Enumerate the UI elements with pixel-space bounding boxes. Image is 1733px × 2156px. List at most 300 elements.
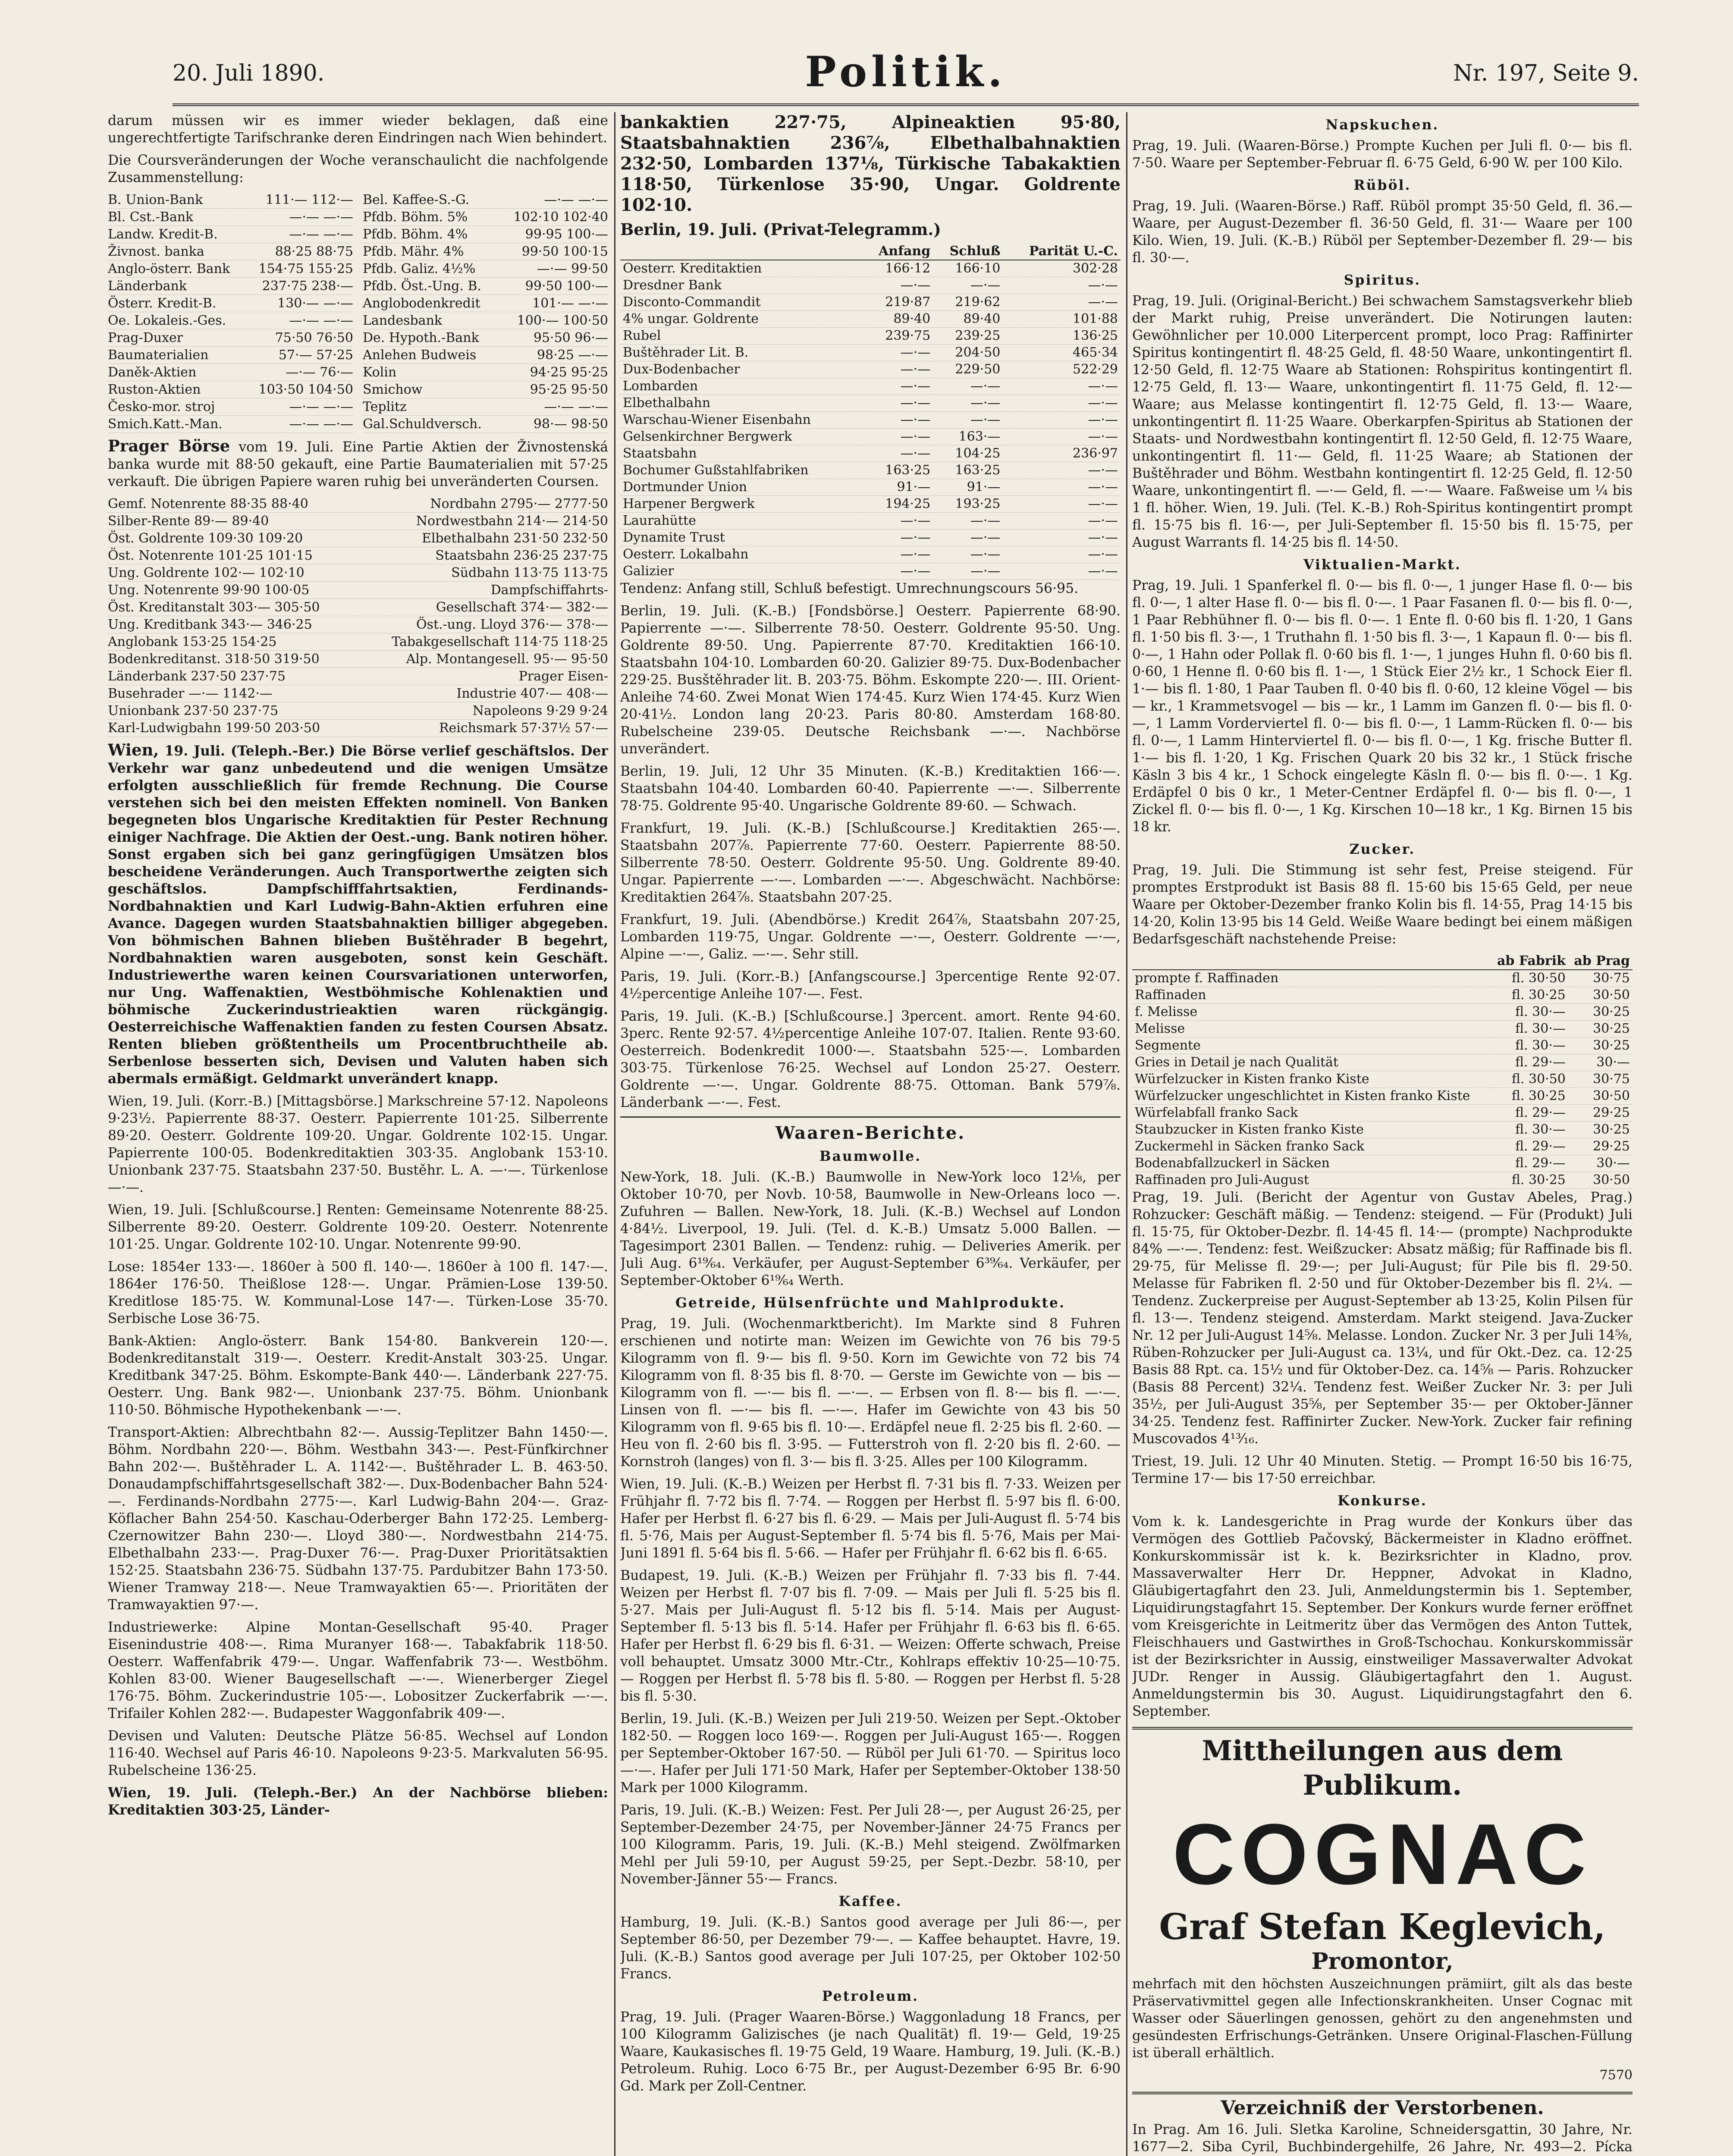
cognac-advertisement [1132, 1727, 1633, 2084]
quote-value: 88·25 88·75 [275, 244, 353, 259]
row-value: —·— [933, 277, 1003, 294]
table-row [363, 278, 608, 295]
row-value: —·— [933, 513, 1003, 530]
table-row [1132, 1155, 1633, 1172]
paragraph: vom 19. Juli. Eine Partie Aktien der Živnostenská banka wurde mit 88·50 gekauft, eine Partie Baumaterialien mit 57·25 verkauft. Die übrigen Papiere waren ruhig bei unveränderten Coursen. [108, 439, 608, 489]
row-value: fl. 29·— [1491, 1155, 1568, 1172]
row-label: Staatsbahn [620, 445, 862, 462]
row-value: 30·25 [1568, 1021, 1633, 1037]
quote-value: 154·75 155·25 [258, 261, 353, 276]
table-row [1132, 1037, 1633, 1054]
quote-value: —·— —·— [289, 210, 353, 225]
report-heading: Prager Börse [108, 436, 230, 455]
row-value: —·— [862, 563, 933, 580]
table-row [108, 513, 608, 530]
row-value: —·— [933, 546, 1003, 563]
table-row [108, 416, 353, 433]
paragraph: bankaktien 227·75, Alpineaktien 95·80, Staatsbahnaktien 236⅞, Elbethalbahnaktien 232·50, Lombarden 137⅛, Türkische Tabakaktien 118·50, Türkenlose 35·90, Ungar. Goldrente 102·10. [620, 112, 1121, 215]
table-row [108, 547, 608, 564]
paragraph: 19. Juli. (Teleph.-Ber.) Die Börse verlief geschäftslos. Der Verkehr war ganz unbedeutend und die wenigen Umsätze erfolgten ausschließlich für fremde Rechnung. Die Course verstehen sich bei den meisten Effekten nominell. Von Banken begegneten blos Ungarische Kreditaktien für Pester Rechnung einiger Nachfrage. Die Aktien der Oest.-ung. Bank notiren höher. Sonst ergaben sich bei ganz geringfügigen Umsätzen blos bescheidene Veränderungen. Auch Transportwerthe zeigten sich geschäftslos. Dampfschifffahrtsaktien, Ferdinands-Nordbahnaktien und Karl Ludwig-Bahn-Aktien erfuhren eine Avance. Dagegen wurden Staatsbahnaktien billiger abgegeben. Von böhmischen Bahnen blieben Buštěhrader B begehrt, Nordbahnaktien waren ausgeboten, sonst kein Geschäft. Industriewerthe waren keinen Coursvariationen unterworfen, nur Ung. Waffenaktien, Westböhmische Kohlenaktien und böhmische Zuckerindustrieaktien waren rückgängig. Oesterreichische Waffenaktien fanden zu festen Coursen Absatz. Renten blieben größtentheils um Procentbruchtheile ab. Serbenlose besserten sich, Devisen und Valuten haben sich abermals ermäßigt. Geldmarkt unverändert knapp. [108, 743, 608, 1087]
report-heading: Wien, [108, 740, 159, 759]
table-row [108, 633, 608, 651]
quote-name: Karl-Ludwigbahn 199·50 203·50 [108, 721, 320, 736]
row-label: Buštěhrader Lit. B. [620, 345, 862, 361]
ad-reference-number: 7570 [1599, 2068, 1633, 2083]
quote-value: Südbahn 113·75 113·75 [451, 565, 608, 580]
quote-value: Napoleons 9·29 9·24 [472, 703, 608, 718]
quote-value: 99·50 100·— [525, 279, 608, 294]
quote-name: Kolin [363, 365, 397, 380]
row-value: fl. 30·25 [1491, 1088, 1568, 1105]
quote-value: Tabakgesellschaft 114·75 118·25 [392, 634, 608, 649]
newspaper-page [43, 26, 1690, 2156]
table-row [620, 294, 1121, 311]
quote-value: —·— 76·— [286, 365, 353, 380]
paragraph: Prag, 19. Juli. (Wochenmarktbericht). Im Markte sind 8 Fuhren erschienen und notirte man: Weizen im Gewichte von 76 bis 79·5 Kilogramm von fl. 9·— bis fl. 9·50. Korn im Gewichte von 72 bis 74 Kilogramm von fl. 8·35 bis fl. 8·70. — Gerste im Gewichte von — bis — Kilogramm von fl. —·— bis fl. —·—. — Erbsen von fl. 8·— bis fl. —·—. Linsen von fl. —·— bis fl. —·—. Hafer im Gewichte von 43 bis 50 Kilogramm von fl. 9·65 bis fl. 10·—. Erdäpfel neue fl. 2·25 bis fl. 2·60. — Heu von fl. 2·60 bis fl. 3·95. — Futterstroh von fl. 2·20 bis fl. 2·60. — Kornstroh (langes) von fl. 3·— bis fl. 3·25. Alles per 100 Kilogramm. [620, 1316, 1121, 1470]
row-value: fl. 29·— [1491, 1138, 1568, 1155]
table-row [108, 381, 353, 398]
table-row [363, 260, 608, 278]
row-value: —·— [862, 361, 933, 378]
table-row [1132, 1088, 1633, 1105]
paragraph: Prag, 19. Juli. Die Stimmung ist sehr fest, Preise steigend. Für promptes Erstprodukt ist Basis 88 fl. 15·60 bis 15·65 Geld, per neue Waare per Oktober-Dezember franko Kolin bis fl. 14·55, Prag 14·15 bis 14·20, Kolin 13·95 bis 14 Geld. Weiße Waare bedingt bei einem mäßigen Bedarfsgeschäft nachstehende Preise: [1132, 862, 1633, 947]
quote-name: Pfdb. Galiz. 4½% [363, 261, 476, 276]
row-value: —·— [862, 277, 933, 294]
quote-name: Pfdb. Mähr. 4% [363, 244, 464, 259]
row-value: 30·— [1568, 1054, 1633, 1071]
paragraph: Prag, 19. Juli. (Prager Waaren-Börse.) Waggonladung 18 Francs, per 100 Kilogramm Galizisches (je nach Qualität) fl. 19·— Geld, 19·25 Waare, Kaukasisches fl. 19·75 Geld, 19 Waare. Hamburg, 19. Juli. (K.-B.) Petroleum. Ruhig. Loco 6·75 Br., per August-Dezember 6·95 Br. 6·90 Gd. Mark per Zoll-Centner. [620, 2009, 1121, 2094]
ad-location: Promontor, [1311, 1948, 1454, 1974]
column-1 [108, 112, 608, 2156]
row-label: Raffinaden pro Juli-August [1132, 1172, 1491, 1189]
quote-name: Oe. Lokaleis.-Ges. [108, 313, 226, 328]
quote-value: 102·10 102·40 [513, 210, 608, 225]
row-label: Bochumer Gußstahlfabriken [620, 462, 862, 479]
paragraph: Berlin, 19. Juli. (K.-B.) Weizen per Juli 219·50. Weizen per Sept.-Oktober 182·50. — Roggen loco 169·—. Roggen per Juli-August 165·—. Roggen per September-Oktober 167·50. — Rüböl per Juli 61·70. — Spiritus loco —·—. Hafer per Juli 171·50 Mark, Hafer per September-Oktober 138·50 Mark per 1000 Kilogramm. [620, 1711, 1121, 1796]
table-row [1132, 987, 1633, 1004]
quote-value: —·— 99·50 [537, 261, 608, 276]
prague-quotes-table [108, 495, 608, 737]
paragraph: Vom k. k. Landesgerichte in Prag wurde der Konkurs über das Vermögen des Gottlieb Pačovský, Bäckermeister in Kladno eröffnet. Konkurskommissär ist k. k. Bezirksrichter in Kladno, prov. Massaverwalter Herr Dr. Heppner, Advokat in Kladno, Gläubigertagfahrt den 23. Juli, Anmeldungstermin bis 1. September, Liquidirungstagfahrt 15. September. Der Konkurs wurde ferner eröffnet vom Kreisgerichte in Leitmeritz über das Vermögen des Anton Tuttek, Fleischhauers und Gastwirthes in Groß-Tschochau. Konkurskommissär ist der Bezirksrichter in Aussig, einstweiliger Massaverwalter Advokat JUDr. Renger in Aussig. Gläubigertagfahrt den 1. August. Anmeldungstermin bis 30. August. Liquidirungstagfahrt den 6. September. [1132, 1514, 1633, 1719]
row-label: Dynamite Trust [620, 530, 862, 546]
table-row [1132, 970, 1633, 987]
table-row [1132, 1172, 1633, 1189]
table-row [620, 429, 1121, 445]
course-change-table [108, 191, 608, 437]
quote-value: 111·— 112·— [265, 192, 353, 207]
row-label: Elbethalbahn [620, 395, 862, 412]
quote-value: 95·25 95·50 [530, 382, 608, 397]
row-value: 29·25 [1568, 1105, 1633, 1122]
row-value: 136·25 [1003, 328, 1121, 345]
row-value: 30·50 [1568, 1172, 1633, 1189]
column-header: Schluß [933, 243, 1003, 260]
row-value: —·— [933, 378, 1003, 395]
row-label: Dresdner Bank [620, 277, 862, 294]
paragraph: Prag, 19. Juli. 1 Spanferkel fl. 0·— bis fl. 0·—, 1 junger Hase fl. 0·— bis fl. 0·—, 1 alter Hase fl. 0·— bis fl. 0·—. 1 Paar Fasanen fl. 0·— bis fl. 0·—, 1 Paar Rebhühner fl. 0·— bis fl. 0·—. 1 Ente fl. 0·60 bis fl. 1·20, 1 Gans fl. 1·50 bis fl. 3·—, 1 Truthahn fl. 1·50 bis fl. 3·—, 1 Kapaun fl. 0·— bis fl. 0·—, 1 Hahn oder Pollak fl. 0·60 bis fl. 1·—, 1 junges Huhn fl. 0·60 bis fl. 0·60, 1 Henne fl. 0·60 bis fl. 1·—, 1 Stück Eier 2½ kr., 1 Schock Eier fl. 1·— bis fl. 1·80, 1 Paar Tauben fl. 0·40 bis fl. 0·60, 12 kleine Vögel — bis — kr., 1 Krammetsvogel — bis — kr., 1 Lamm im Ganzen fl. 0·— bis fl. 0·—, 1 Lamm Vorderviertel fl. 0·— bis fl. 0·—, 1 Lamm-Rücken fl. 0·— bis fl. 0·—, 1 Lamm Hinterviertel fl. 0·— bis fl. 0·—, 1 Kg. frische Butter fl. 1·— bis fl. 1·20, 1 Kg. Frischen Quark 20 bis 32 kr., 1 Stück frische Käsln 3 bis 4 kr., 1 Schock eingelegte Käsln fl. 0·— bis fl. 0·—. 1 Kg. Erdäpfel 0 bis 0 kr., 1 Meter-Centner Erdäpfel fl. 0·— bis fl. 0·—, 1 Zickel fl. 0·— bis fl. 0·—, 1 Kg. Kirschen 10—18 kr., 1 Kg. Birnen 15 bis 18 kr. [1132, 578, 1633, 835]
row-label: f. Melisse [1132, 1004, 1491, 1021]
row-label: Oesterr. Kreditaktien [620, 260, 862, 277]
paragraph: Triest, 19. Juli. 12 Uhr 40 Minuten. Stetig. — Prompt 16·50 bis 16·75, Termine 17·— bis 17·50 erreichbar. [1132, 1454, 1633, 1486]
quote-value: 99·50 100·15 [521, 244, 608, 259]
table-row [620, 496, 1121, 513]
quote-name: Pfdb. Böhm. 4% [363, 227, 468, 242]
row-label: Würfelzucker in Kisten franko Kiste [1132, 1071, 1491, 1088]
table-row [363, 398, 608, 416]
table-row [1132, 1004, 1633, 1021]
quote-name: Ruston-Aktien [108, 382, 201, 397]
page-header [173, 43, 1639, 106]
quote-value: Prager Eisen- [518, 669, 608, 684]
ad-section-heading: Mittheilungen aus dem Publikum. [1202, 1735, 1563, 1802]
row-value: 29·25 [1568, 1138, 1633, 1155]
quote-value: 98·— 98·50 [533, 417, 608, 432]
table-row [620, 328, 1121, 345]
quote-value: 99·95 100·— [525, 227, 608, 242]
paragraph: Frankfurt, 19. Juli. (K.-B.) [Schlußcourse.] Kreditaktien 265·—. Staatsbahn 207⅞. Papierrente 77·60. Oesterr. Papierrente 88·50. Silberrente 78·50. Oesterr. Goldrente 95·50. Ung. Goldrente 89·40. Ungar. Papierrente —·—. Lombarden —·—. Abgeschwächt. Nachbörse: Kreditaktien 264⅞. Staatsbahn 207·25. [620, 821, 1121, 905]
quote-name: Anglobank 153·25 154·25 [108, 634, 277, 649]
table-row [108, 209, 353, 226]
paragraph: Industriewerke: Alpine Montan-Gesellschaft 95·40. Prager Eisenindustrie 408·—. Rima Muranyer 168·—. Tabakfabrik 118·50. Oesterr. Waffenfabrik 479·—. Ungar. Waffenfabrik 73·—. Westböhm. Kohlen 83·00. Wiener Baugesellschaft —·—. Wienerberger Ziegel 176·75. Böhm. Zuckerindustrie 105·—. Lobositzer Zuckerfabrik —·—. Trifailer Kohlen 282·—. Budapester Waggonfabrik 409·—. [108, 1620, 608, 1721]
quote-name: Anglo-österr. Bank [108, 261, 230, 276]
paragraph: Berlin, 19. Juli, 12 Uhr 35 Minuten. (K.-B.) Kreditaktien 166·—. Staatsbahn 104·40. Lombarden 60·40. Papierrente —·—. Silberrente 78·75. Goldrente 95·40. Ungarische Goldrente 89·60. — Schwach. [620, 764, 1121, 814]
table-row [108, 364, 353, 381]
table-row [108, 685, 608, 702]
subsection-heading: Kaffee. [838, 1893, 902, 1909]
quote-name: Ung. Kreditbank 343·— 346·25 [108, 617, 312, 632]
row-value: —·— [1003, 530, 1121, 546]
row-value: 166·10 [933, 260, 1003, 277]
row-value: 302·28 [1003, 260, 1121, 277]
quote-value: Nordwestbahn 214·— 214·50 [416, 514, 608, 529]
row-value: 239·75 [862, 328, 933, 345]
quote-name: Baumaterialien [108, 348, 209, 363]
table-row [620, 378, 1121, 395]
quote-name: De. Hypoth.-Bank [363, 330, 479, 345]
table-row [108, 616, 608, 633]
column-header: Anfang [862, 243, 933, 260]
row-value: —·— [1003, 563, 1121, 580]
row-value: 30·— [1568, 1155, 1633, 1172]
row-value: 204·50 [933, 345, 1003, 361]
table-row [620, 513, 1121, 530]
row-value: —·— [1003, 496, 1121, 513]
quote-name: Anlehen Budweis [363, 348, 477, 363]
subsection-heading: Zucker. [1349, 841, 1416, 857]
quote-name: Pfdb. Öst.-Ung. B. [363, 279, 481, 294]
quote-name: Länderbank 237·50 237·75 [108, 669, 286, 684]
paragraph: Frankfurt, 19. Juli. (Abendbörse.) Kredit 264⅞, Staatsbahn 207·25, Lombarden 119·75, Ungar. Goldrente —·—, Oesterr. Goldrente —·—, Alpine —·—, Galiz. —·—. Sehr still. [620, 912, 1121, 962]
row-value: 193·25 [933, 496, 1003, 513]
report-heading: Berlin, 19. Juli. (Privat-Telegramm.) [620, 220, 941, 239]
quote-name: Česko-mor. stroj [108, 399, 215, 414]
table-row [1132, 1021, 1633, 1037]
row-value: 89·40 [862, 311, 933, 328]
table-row [363, 312, 608, 329]
row-value: —·— [1003, 294, 1121, 311]
berlin-quotes-table [620, 243, 1121, 580]
paragraph: Lose: 1854er 133·—. 1860er à 500 fl. 140·—. 1860er à 100 fl. 147·—. 1864er 176·50. Theißlose 128·—. Ungar. Prämien-Lose 139·50. Kreditlose 185·75. W. Kommunal-Lose 147·—. Türken-Lose 35·70. Serbische Lose 36·75. [108, 1259, 608, 1326]
subsection-heading: Spiritus. [1344, 272, 1421, 288]
row-value: 30·25 [1568, 1037, 1633, 1054]
row-label: Bodenabfallzuckerl in Säcken [1132, 1155, 1491, 1172]
quote-value: Öst.-ung. Lloyd 376·— 378·— [416, 617, 608, 632]
quote-value: 100·— 100·50 [517, 313, 608, 328]
subsection-heading: Getreide, Hülsenfrüchte und Mahlprodukte. [675, 1295, 1065, 1311]
table-row [620, 462, 1121, 479]
course-table-right [363, 191, 608, 433]
table-row [108, 495, 608, 513]
row-value: 163·25 [862, 462, 933, 479]
quote-name: Busehrader —·— 1142·— [108, 686, 273, 701]
row-value: fl. 30·50 [1491, 970, 1568, 987]
table-row [620, 361, 1121, 378]
section-heading: Verzeichniß der Verstorbenen. [1132, 2092, 1633, 2117]
row-value: —·— [862, 429, 933, 445]
row-value: —·— [933, 412, 1003, 429]
subsection-heading: Baumwolle. [819, 1148, 922, 1164]
paragraph: Prag, 19. Juli. (Waaren-Börse.) Prompte Kuchen per Juli fl. 0·— bis fl. 7·50. Waare per September-Februar fl. 6·75 Geld, 6·90 W. per 100 Kilo. [1132, 138, 1633, 171]
table-row [620, 311, 1121, 328]
quote-name: Österr. Kredit-B. [108, 296, 217, 311]
ad-producer: Graf Stefan Keglevich, [1159, 1906, 1606, 1948]
paragraph: Prag, 19. Juli. (Bericht der Agentur von Gustav Abeles, Prag.) Rohzucker: Geschäft mäßig. — Tendenz: steigend. — Für (Produkt) Juli fl. 15·75, für Oktober-Dezbr. fl. 14·45 fl. 14·— (prompte) Nachprodukte 84% —·—. Tendenz: fest. Weißzucker: Absatz mäßig; für Raffinade bis fl. 29·75, für Melisse fl. 29·—; per Juli-August; für Pile bis fl. 29·50. Melasse für Fabriken fl. 2·50 und für Oktober-Dezember bis fl. 2¼. — Tendenz. Zuckerpreise per August-September ab 13·25, Kolin Pilsen für fl. 13·—. Tendenz steigend. Amsterdam. Markt steigend. Java-Zucker Nr. 12 per Juli-August 14⅝. Melasse. London. Zucker Nr. 3 per Juli 14⅝, Rüben-Rohzucker per Juli-August ca. 13¼, und für Okt.-Dez. ca. 12·25 Basis 88 Rpt. ca. 15½ und für Oktober-Dez. ca. 14⅝ — Paris. Rohzucker (Basis 88 Percent) 32¼. Tendenz fest. Weißer Zucker Nr. 3: per Juli 35½, per Juli-August 35⅝, per September 35·— per Oktober-Jänner 34·25. Tendenz fest. Raffinirter Zucker. New-York. Zucker fair refining Muscovados 4¹³⁄₁₆. [1132, 1190, 1633, 1447]
paragraph: In Prag. Am 16. Juli. Sletka Karoline, Schneidersgattin, 30 Jahre, Nr. 1677—2. Siba Cyril, Buchbindergehilfe, 26 Jahre, Nr. 493—2. Pícka [1132, 2122, 1633, 2155]
table-row [363, 364, 608, 381]
row-value: —·— [862, 395, 933, 412]
paragraph: Paris, 19. Juli. (K.-B.) [Schlußcourse.] 3percent. amort. Rente 94·60. 3perc. Rente 92·57. 4½percentige Anleihe 107·07. Italien. Rente 93·60. Oesterreich. Bodenkredit 1000·—. Staatsbahn 525·—. Lombarden 303·75. Türkenlose 76·25. Wechsel auf London 25·27. Oesterr. Goldrente —·—. Ungar. Goldrente 88·75. Ottoman. Bank 579⅞. Länderbank —·—. Fest. [620, 1009, 1121, 1110]
row-value: 194·25 [862, 496, 933, 513]
table-row [620, 277, 1121, 294]
quote-value: Dampfschiffahrts- [490, 583, 608, 598]
row-value: 229·50 [933, 361, 1003, 378]
row-label: Staubzucker in Kisten franko Kiste [1132, 1122, 1491, 1138]
row-value: 30·50 [1568, 1088, 1633, 1105]
quote-value: 130·— —·— [277, 296, 353, 311]
subsection-heading: Konkurse. [1337, 1493, 1427, 1509]
row-value: —·— [1003, 395, 1121, 412]
row-value: —·— [933, 395, 1003, 412]
quote-name: B. Union-Bank [108, 192, 203, 207]
quote-value: Gesellschaft 374·— 382·— [436, 600, 608, 615]
quote-name: Landw. Kredit-B. [108, 227, 218, 242]
table-row [108, 347, 353, 364]
quote-name: Ung. Notenrente 99·90 100·05 [108, 583, 310, 598]
row-value: 163·25 [933, 462, 1003, 479]
quote-value: Alp. Montangesell. 95·— 95·50 [406, 652, 608, 667]
quote-name: Gemf. Notenrente 88·35 88·40 [108, 496, 308, 511]
row-value: —·— [1003, 546, 1121, 563]
paragraph: Devisen und Valuten: Deutsche Plätze 56·85. Wechsel auf London 116·40. Wechsel auf Paris 46·10. Napoleons 9·23·5. Markvaluten 56·95. Rubelscheine 136·25. [108, 1728, 608, 1778]
quote-value: 75·50 76·50 [275, 330, 353, 345]
quote-name: Bl. Cst.-Bank [108, 210, 194, 225]
table-row [620, 345, 1121, 361]
quote-name: Ung. Goldrente 102·— 102·10 [108, 565, 305, 580]
row-value: fl. 30·50 [1491, 1071, 1568, 1088]
table-row [363, 226, 608, 243]
table-row [620, 546, 1121, 563]
row-value: 219·62 [933, 294, 1003, 311]
quote-name: Länderbank [108, 279, 187, 294]
table-row [1132, 1138, 1633, 1155]
row-label: Oesterr. Lokalbahn [620, 546, 862, 563]
table-row [1132, 1054, 1633, 1071]
row-value: 236·97 [1003, 445, 1121, 462]
quote-value: Elbethalbahn 231·50 232·50 [421, 531, 608, 546]
row-label: 4% ungar. Goldrente [620, 311, 862, 328]
paragraph: Transport-Aktien: Albrechtbahn 82·—. Aussig-Teplitzer Bahn 1450·—. Böhm. Nordbahn 220·—. Böhm. Westbahn 343·—. Pest-Fünfkirchner Bahn 202·—. Buštěhrader L. A. 1142·—. Buštěhrader L. B. 463·50. Donaudampfschiffahrtsgesellschaft 382·—. Dux-Bodenbacher Bahn 524·—. Ferdinands-Nordbahn 2775·—. Karl Ludwig-Bahn 204·—. Graz-Köflacher Bahn 254·50. Kaschau-Oderberger Bahn 172·25. Lemberg-Czernowitzer Bahn 230·—. Lloyd 380·—. Nordwestbahn 214·75. Elbethalbahn 233·—. Prag-Duxer 76·—. Prag-Duxer Prioritätsaktien 152·25. Staatsbahn 236·75. Südbahn 137·75. Pardubitzer Bahn 173·50. Wiener Tramway 218·—. Neue Tramwayaktien 65·—. Prioritäten der Tramwayaktien 97·—. [108, 1425, 608, 1613]
table-row [108, 564, 608, 582]
paragraph: Bank-Aktien: Anglo-österr. Bank 154·80. Bankverein 120·—. Bodenkreditanstalt 319·—. Oesterr. Kredit-Anstalt 303·25. Ungar. Kreditbank 347·25. Böhm. Eskompte-Bank 440·—. Länderbank 227·75. Oesterr. Ung. Bank 982·—. Unionbank 237·75. Böhm. Unionbank 110·50. Böhmische Hypothekenbank —·—. [108, 1333, 608, 1418]
table-row [108, 702, 608, 720]
row-value: 30·25 [1568, 1122, 1633, 1138]
row-value: —·— [933, 563, 1003, 580]
row-label: Segmente [1132, 1037, 1491, 1054]
course-table-left [108, 191, 353, 433]
row-label: Lombarden [620, 378, 862, 395]
column-rule [614, 112, 615, 2156]
quote-name: Landesbank [363, 313, 443, 328]
row-value: fl. 29·— [1491, 1054, 1568, 1071]
paragraph: Berlin, 19. Juli. (K.-B.) [Fondsbörse.] Oesterr. Papierrente 68·90. Papierrente —·—. Silberrente 78·50. Oesterr. Goldrente 95·50. Ung. Goldrente 89·50. Ung. Papierrente 87·70. Kreditaktien 166·10. Staatsbahn 104·10. Lombarden 60·20. Galizier 89·75. Dux-Bodenbacher 229·25. Busštěhrader lit. B. 203·75. Böhm. Eskompte 220·—. III. Orient-Anleihe 74·60. Zwei Monat Wien 174·45. Kurz Wien 174·45. Kurz Wien 20·41½. London lang 20·23. Paris 80·80. Amsterdam 168·80. Rubelscheine 239·05. Deutsche Reichsbank —·—. Nachbörse unverändert. [620, 603, 1121, 757]
quote-name: Daněk-Aktien [108, 365, 197, 380]
row-label: Zuckermehl in Säcken franko Sack [1132, 1138, 1491, 1155]
row-value: —·— [862, 513, 933, 530]
column-header: Parität U.-C. [1003, 243, 1121, 260]
quote-value: —·— —·— [289, 313, 353, 328]
quote-value: —·— —·— [289, 399, 353, 414]
section-heading: Waaren-Berichte. [775, 1123, 966, 1143]
row-value: 101·88 [1003, 311, 1121, 328]
quote-name: Bel. Kaffee-S.-G. [363, 192, 470, 207]
paragraph: Wien, 19. Juli. (Teleph.-Ber.) An der Nachbörse blieben: Kreditaktien 303·25, Länder- [108, 1785, 608, 1818]
table-row [620, 260, 1121, 277]
table-row [620, 563, 1121, 580]
table-row [108, 651, 608, 668]
row-label: Dux-Bodenbacher [620, 361, 862, 378]
quote-name: Živnost. banka [108, 244, 204, 259]
quote-name: Silber-Rente 89·— 89·40 [108, 514, 269, 529]
table-row [363, 347, 608, 364]
table-row [108, 599, 608, 616]
quote-value: —·— —·— [544, 399, 608, 414]
row-value: 465·34 [1003, 345, 1121, 361]
quote-value: Nordbahn 2795·— 2777·50 [430, 496, 608, 511]
row-value: 91·— [933, 479, 1003, 496]
row-label: Gries in Detail je nach Qualität [1132, 1054, 1491, 1071]
table-row [620, 412, 1121, 429]
row-value: fl. 30·25 [1491, 1172, 1568, 1189]
paragraph: Wien, 19. Juli. (Korr.-B.) [Mittagsbörse.] Markschreine 57·12. Napoleons 9·23½. Papierrente 88·37. Oesterr. Papierrente 101·25. Silberrente 89·20. Oesterr. Goldrente 109·20. Ungar. Goldrente 102·15. Ungar. Papierrente 100·05. Bodenkreditaktien 303·35. Anglobank 153·10. Unionbank 237·75. Staatsbahn 237·50. Bustěhr. L. A. —·—. Türkenlose —·—. [108, 1094, 608, 1195]
quote-value: Staatsbahn 236·25 237·75 [435, 548, 608, 563]
table-row [1132, 1071, 1633, 1088]
table-row [108, 530, 608, 547]
table-row [108, 260, 353, 278]
table-row [620, 530, 1121, 546]
row-value: 522·29 [1003, 361, 1121, 378]
row-label: Laurahütte [620, 513, 862, 530]
table-row [108, 329, 353, 347]
table-row [363, 191, 608, 209]
row-label: Dortmunder Union [620, 479, 862, 496]
paragraph: Prag, 19. Juli. (Original-Bericht.) Bei schwachem Samstagsverkehr blieb der Markt ruhig, Preise unverändert. Die Notirungen lauten: Gewöhnlicher per 10.000 Literpercent prompt, loco Prag: Raffinirter Spiritus kontingentirt fl. 48·25 Geld, fl. 48·50 Waare, unkontingentirt fl. 12·50 Geld, fl. 12·75 Waare ab Stationen: Rohspiritus kontingentirt fl. 12·75 Geld, fl. 13·— Waare, unkontingentirt fl. 11·75 Geld, fl. 12·— Waare; aus Melasse kontingentirt fl. 12·75 Geld, fl. 13·— Waare, unkontingentirt fl. 11·25 Waare. Oberkarpfen-Spiritus ab Stationen der Staats- und Nordwestbahn kontingentirt fl. 12·50 Geld, fl. 12·75 Waare, unkontingentirt fl. 11·— Geld, fl. 11·25 Waare; ab Stationen der Buštěhrader und Böhm. Westbahn kontingentirt fl. 12·25 Geld, fl. 12·50 Waare, unkontingentirt fl. —·— Geld, fl. —·— Waare. Faßweise um ¼ bis 1 fl. höher. Wien, 19. Juli. (Tel. K.-B.) Roh-Spiritus kontingentirt prompt fl. 15·75 bis fl. 16·—, per Juli-September fl. 15·50 bis fl. 15·75, per August Warrants fl. 14·25 bis fl. 14·50. [1132, 293, 1633, 550]
row-value: —·— [1003, 429, 1121, 445]
table-row [108, 668, 608, 685]
quote-value: 94·25 95·25 [530, 365, 608, 380]
table-row [108, 243, 353, 260]
column-header: ab Fabrik [1491, 953, 1568, 970]
column-rule [1126, 112, 1127, 2156]
row-value: —·— [1003, 412, 1121, 429]
row-value: —·— [933, 530, 1003, 546]
row-value: fl. 30·25 [1491, 987, 1568, 1004]
column-header: ab Prag [1568, 953, 1633, 970]
table-row [363, 209, 608, 226]
row-label: Raffinaden [1132, 987, 1491, 1004]
quote-name: Gal.Schuldversch. [363, 417, 482, 432]
row-label: Disconto-Commandit [620, 294, 862, 311]
quote-name: Pfdb. Böhm. 5% [363, 210, 468, 225]
paragraph: Paris, 19. Juli. (K.-B.) Weizen: Fest. Per Juli 28·—, per August 26·25, per September-Dezember 24·75, per November-Jänner 24·75 Francs per 100 Kilogramm. Paris, 19. Juli. (K.-B.) Mehl steigend. Zwölfmarken Mehl per Juli 59·10, per August 59·25, per Sept.-Dezbr. 58·10, per November-Jänner 55·— Francs. [620, 1802, 1121, 1887]
ad-text: mehrfach mit den höchsten Auszeichnungen prämiirt, gilt als das beste Präservativmittel gegen alle Infectionskrankheiten. Unser Cognac mit Wasser oder Säuerlingen genossen, gehört zu den angenehmsten und gesündesten Erfrischungs-Getränken. Unsere Original-Flaschen-Füllung ist überall erhältlich. [1132, 1976, 1633, 2061]
row-value: —·— [862, 530, 933, 546]
paragraph: New-York, 18. Juli. (K.-B.) Baumwolle in New-York loco 12⅛, per Oktober 10·70, per Novb. 10·58, Baumwolle in New-Orleans loco —. Zufuhren — Ballen. New-York, 18. Juli. (K.-B.) Wechsel auf London 4·84½. Liverpool, 19. Juli. (Tel. d. K.-B.) Umsatz 5.000 Ballen. — Tagesimport 2301 Ballen. — Tendenz: ruhig. — Deliveries Amerik. per Juli Aug. 6¹⁹⁄₆₄. Verkäufer, per August-September 6³⁹⁄₆₄. Verkäufer, per September-Oktober 6¹⁹⁄₆₄ Werth. [620, 1169, 1121, 1288]
row-value: 30·75 [1568, 1071, 1633, 1088]
quote-name: Unionbank 237·50 237·75 [108, 703, 279, 718]
row-label: Würfelzucker ungeschlichtet in Kisten franko Kiste [1132, 1088, 1491, 1105]
row-value: fl. 30·— [1491, 1122, 1568, 1138]
table-row [1132, 1105, 1633, 1122]
table-row [108, 582, 608, 599]
quote-value: 237·75 238·— [262, 279, 353, 294]
subsection-heading: Napskuchen. [1325, 117, 1439, 133]
paragraph: Paris, 19. Juli. (Korr.-B.) [Anfangscourse.] 3percentige Rente 92·07. 4½percentige Anleihe 107·—. Fest. [620, 969, 1121, 1002]
row-value: —·— [862, 412, 933, 429]
quote-name: Prag-Duxer [108, 330, 183, 345]
issue-page-number: Nr. 197, Seite 9. [1453, 60, 1639, 86]
row-label: Gelsenkirchner Bergwerk [620, 429, 862, 445]
row-value: fl. 30·— [1491, 1021, 1568, 1037]
row-value: —·— [1003, 513, 1121, 530]
row-value: —·— [862, 378, 933, 395]
table-row [363, 329, 608, 347]
table-row [108, 191, 353, 209]
sugar-price-table [1132, 953, 1633, 1189]
quote-value: 57·— 57·25 [278, 348, 353, 363]
column-2 [620, 112, 1121, 2156]
row-label: Rubel [620, 328, 862, 345]
row-value: 166·12 [862, 260, 933, 277]
row-value: 219·87 [862, 294, 933, 311]
table-row [620, 479, 1121, 496]
quote-name: Öst. Kreditanstalt 303·— 305·50 [108, 600, 320, 615]
row-label: Melisse [1132, 1021, 1491, 1037]
table-row [363, 243, 608, 260]
row-value: 239·25 [933, 328, 1003, 345]
table-row [363, 416, 608, 433]
table-row [108, 398, 353, 416]
table-row [108, 295, 353, 312]
row-label: Warschau-Wiener Eisenbahn [620, 412, 862, 429]
row-value: 30·25 [1568, 1004, 1633, 1021]
quote-value: 103·50 104·50 [258, 382, 353, 397]
quote-value: Industrie 407·— 408·— [456, 686, 608, 701]
paragraph: darum müssen wir es immer wieder beklagen, daß eine ungerechtfertigte Tarifschranke deren Eindringen nach Wien behindert. [108, 113, 608, 146]
quote-value: 95·50 96·— [533, 330, 608, 345]
row-value: fl. 30·— [1491, 1037, 1568, 1054]
paragraph: Prag, 19. Juli. (Waaren-Börse.) Raff. Rüböl prompt 35·50 Geld, fl. 36.— Waare, per August-Dezember fl. 36·50 Geld, fl. 31·— Waare per 100 Kilo. Wien, 19. Juli. (K.-B.) Rüböl per September-Dezember fl. 29·— bis fl. 30·—. [1132, 198, 1633, 266]
quote-value: —·— —·— [544, 192, 608, 207]
